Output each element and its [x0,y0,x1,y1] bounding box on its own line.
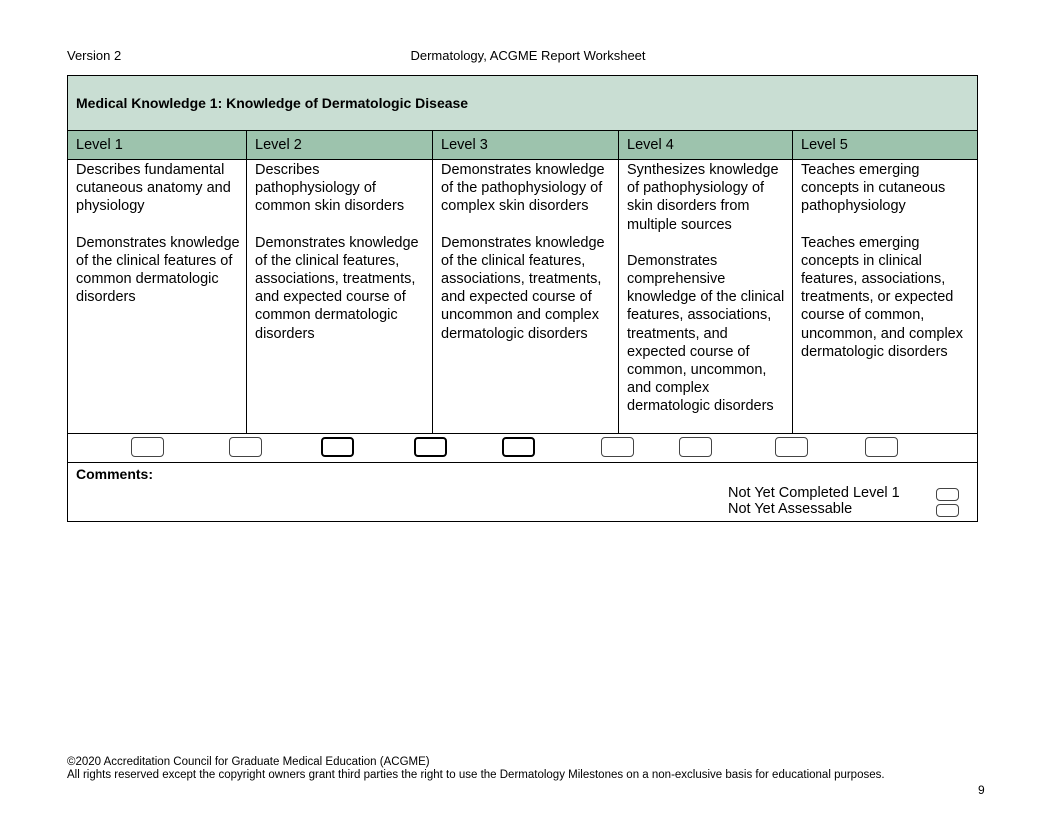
level-1-desc-2: Demonstrates knowledge of the clinical features of common dermatologic disorders [76,234,240,306]
not-yet-completed-label: Not Yet Completed Level 1 [728,485,900,501]
not-yet-completed-checkbox[interactable] [936,488,959,501]
level-header-row [68,131,977,160]
rating-checkbox-8[interactable] [775,437,808,457]
rating-checkbox-2[interactable] [229,437,262,457]
level-5-header: Level 5 [801,137,848,153]
rating-checkbox-9[interactable] [865,437,898,457]
level-4-header: Level 4 [619,131,793,159]
level-4-desc-1: Synthesizes knowledge of pathophysiology of skin disorders from multiple sources [627,162,779,233]
level-2-desc-2: Demonstrates knowledge of the clinical features, associations, treatments, and expected course of common dermatologic disorders [255,234,419,342]
level-1-header: Level 1 [68,131,247,159]
rating-checkbox-4[interactable] [414,437,447,457]
milestone-title: Medical Knowledge 1: Knowledge of Dermatologic Disease [68,76,977,131]
level-3-desc-2: Demonstrates knowledge of the clinical features, associations, treatments, and expected course of uncommon and complex dermatologic disorders [441,234,605,342]
level-5-descriptions [793,160,977,433]
level-2-header: Level 2 [247,131,433,159]
rating-checkbox-6[interactable] [601,437,634,457]
rating-checkbox-row [68,434,977,463]
level-5-desc-2: Teaches emerging concepts in clinical features, associations, treatments, or expected course of common, uncommon, and complex dermatologic disorders [801,234,963,360]
level-3-desc-1: Demonstrates knowledge of the pathophysiology of complex skin disorders [441,162,605,215]
rating-checkbox-5[interactable] [502,437,535,457]
worksheet-title: Dermatology, ACGME Report Worksheet [410,48,646,63]
level-2-descriptions [247,160,433,433]
rating-checkbox-3[interactable] [321,437,354,457]
level-3-header: Level 3 [433,131,619,159]
rights-notice: All rights reserved except the copyright owners grant third parties the right to use the Dermatology Milestones on a non-exclusive basis for educational purposes. [67,769,885,781]
copyright-notice: ©2020 Accreditation Council for Graduate Medical Education (ACGME) [67,756,430,768]
page-number: 9 [978,783,985,797]
level-1-descriptions [68,160,247,433]
level-3-descriptions [433,160,619,433]
rating-checkbox-7[interactable] [679,437,712,457]
level-4-desc-2: Demonstrates comprehensive knowledge of the clinical features, associations, treatments, and expected course of common, uncommon, and complex dermatologic disorders [627,252,785,415]
not-yet-assessable-checkbox[interactable] [936,504,959,517]
comments-label: Comments: [76,466,154,482]
milestone-table [67,75,978,522]
level-4-descriptions [619,160,793,433]
level-5-desc-1: Teaches emerging concepts in cutaneous pathophysiology [801,162,946,215]
level-descriptions-row [68,160,977,434]
level-1-desc-1: Describes fundamental cutaneous anatomy and physiology [76,162,231,215]
rating-checkbox-1[interactable] [131,437,164,457]
level-2-desc-1: Describes pathophysiology of common skin disorders [255,162,405,215]
not-yet-assessable-label: Not Yet Assessable [728,501,853,517]
version-label: Version 2 [67,48,122,63]
